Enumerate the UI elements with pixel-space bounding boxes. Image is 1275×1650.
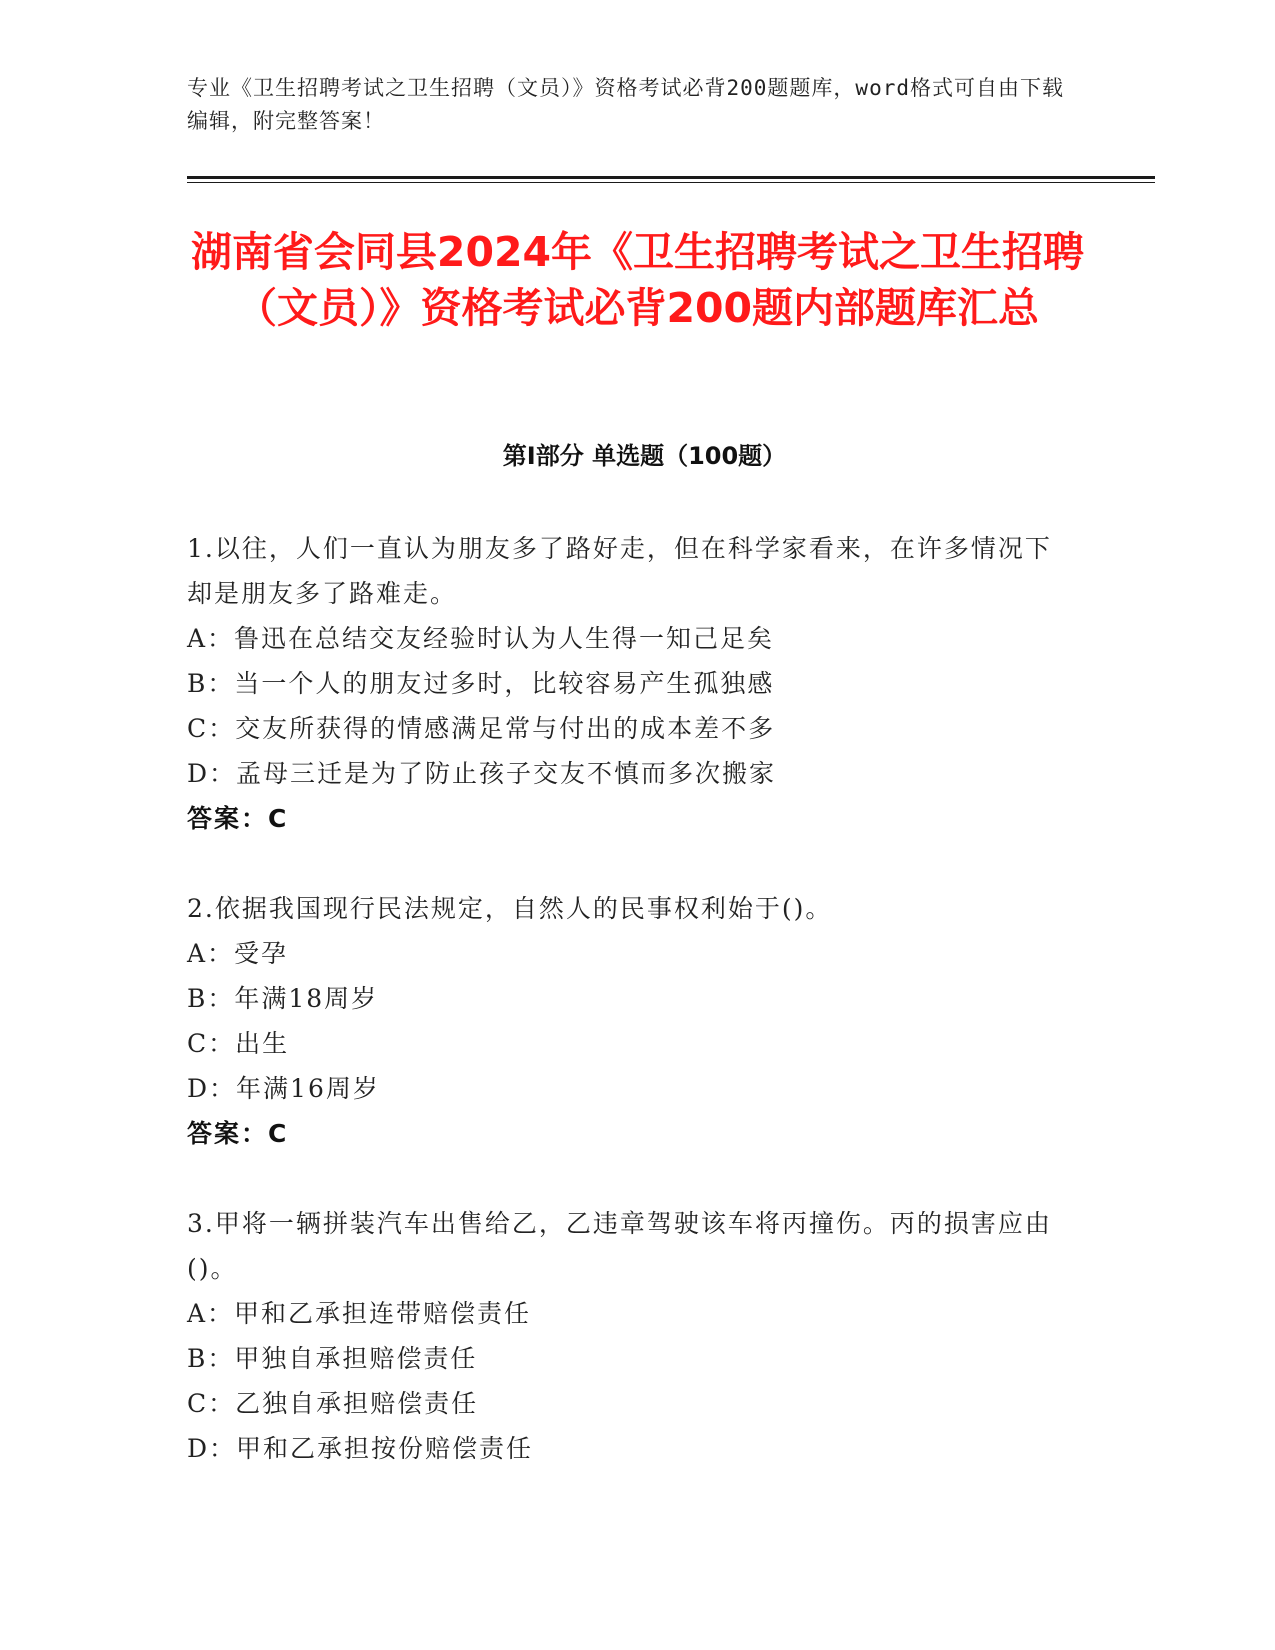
option-d: D：孟母三迁是为了防止孩子交友不慎而多次搬家 (187, 759, 777, 788)
question-3 (187, 1201, 1067, 1471)
option-a: A：受孕 (187, 939, 289, 968)
option-c: C：交友所获得的情感满足常与付出的成本差不多 (187, 714, 776, 743)
document-title: 湖南省会同县2024年《卫生招聘考试之卫生招聘（文员）》资格考试必背200题内部题库汇总 (190, 228, 1085, 332)
question-2 (187, 886, 1067, 1156)
option-a: A：鲁迅在总结交友经验时认为人生得一知己足矣 (187, 624, 775, 653)
question-text: 2.依据我国现行民法规定，自然人的民事权利始于()。 (187, 894, 833, 923)
question-list (187, 526, 1067, 1516)
option-a: A：甲和乙承担连带赔偿责任 (187, 1299, 532, 1328)
answer: 答案：C (187, 804, 289, 833)
section-title: 第I部分 单选题（100题） (502, 442, 787, 470)
answer: 答案：C (187, 1119, 289, 1148)
question-1 (187, 526, 1067, 841)
header-note: 专业《卫生招聘考试之卫生招聘（文员）》资格考试必背200题题库，word格式可自由下载编辑，附完整答案！ (187, 76, 1064, 133)
option-d: D：甲和乙承担按份赔偿责任 (187, 1434, 534, 1463)
header-divider-thick (187, 176, 1155, 179)
option-c: C：乙独自承担赔偿责任 (187, 1389, 479, 1418)
option-b: B：当一个人的朋友过多时，比较容易产生孤独感 (187, 669, 775, 698)
header-divider-thin (187, 182, 1155, 183)
question-text: 3.甲将一辆拼装汽车出售给乙，乙违章驾驶该车将丙撞伤。丙的损害应由()。 (187, 1209, 1052, 1283)
question-text: 1.以往，人们一直认为朋友多了路好走，但在科学家看来，在许多情况下却是朋友多了路难走。 (187, 534, 1052, 608)
option-c: C：出生 (187, 1029, 290, 1058)
option-b: B：年满18周岁 (187, 984, 379, 1013)
option-b: B：甲独自承担赔偿责任 (187, 1344, 478, 1373)
option-d: D：年满16周岁 (187, 1074, 380, 1103)
